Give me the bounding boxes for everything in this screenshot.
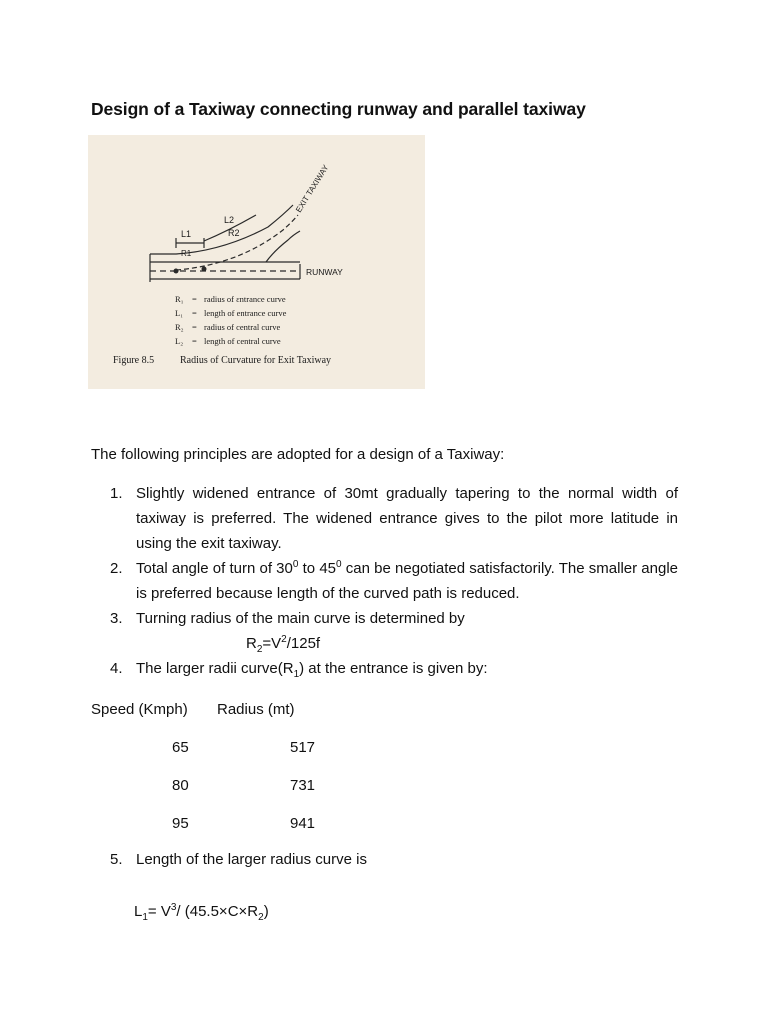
table-cell-radius: 517 — [290, 739, 316, 756]
exit-taxiway-inner-edge — [266, 231, 300, 262]
legend-text: length of entrance curve — [204, 308, 287, 318]
legend-eq: = — [192, 322, 197, 332]
pc-point — [174, 269, 179, 274]
list-item-text: Slightly widened entrance of 30mt gradually tapering to the normal width of taxiway is preferred. The widened entrance gives to the pilot more latitude in using the exit taxiway. — [136, 485, 678, 552]
formula-l1 — [134, 902, 269, 923]
formula-run: ) — [263, 903, 269, 920]
formula-run: / (45.5×C×R — [176, 903, 259, 920]
intro-text: The following principles are adopted for a design of a Taxiway: — [91, 446, 505, 463]
l2-label: L2 — [224, 215, 235, 225]
figure-legend — [175, 294, 287, 346]
figure-runway-exit-taxiway — [88, 135, 425, 389]
text-sub: 1 — [293, 669, 300, 680]
formula-sub: 2 — [256, 644, 263, 655]
legend-sym: R₂ — [175, 322, 184, 332]
list-number: 5. — [110, 851, 123, 868]
exit-taxiway-outer-edge — [150, 205, 293, 254]
runway-label: RUNWAY — [306, 267, 343, 277]
text-run: Total angle of turn of 30 — [136, 560, 293, 577]
principles-list — [110, 481, 678, 681]
list-item — [110, 606, 678, 656]
formula-sup: 2 — [281, 634, 287, 645]
formula-sub: 1 — [142, 912, 148, 923]
list-item-text: Length of the larger radius curve is — [136, 851, 367, 868]
legend-text: radius of central curve — [204, 322, 281, 332]
list-item-text — [136, 660, 488, 680]
list-item-text: Turning radius of the main curve is determined by — [136, 610, 465, 627]
page-title: Design of a Taxiway connecting runway and parallel taxiway — [91, 99, 586, 119]
formula-sup: 3 — [170, 902, 177, 913]
l1-label: L1 — [181, 229, 192, 239]
text-run: can be negotiated satisfactorily. The smaller angle is preferred because length of the curved path is reduced. — [136, 560, 679, 602]
legend-eq: = — [192, 294, 197, 304]
table-cell-speed: 95 — [172, 815, 189, 832]
table-header-radius: Radius (mt) — [217, 701, 295, 718]
legend-sym: L₁ — [175, 308, 184, 318]
text-run: The larger radii curve(R — [136, 660, 294, 677]
legend-text: length of central curve — [204, 336, 281, 346]
text-run: to 45 — [298, 560, 337, 577]
table-cell-radius: 731 — [290, 777, 316, 794]
formula-sub: 2 — [258, 912, 264, 923]
legend-text: radius of εntrance curve — [204, 294, 286, 304]
exit-taxiway-label: EXIT TAXIWAY — [294, 163, 331, 215]
table-header-speed: Speed (Kmph) — [91, 701, 188, 718]
r2-label: R2 — [228, 228, 240, 238]
list-number: 3. — [110, 610, 123, 627]
list-number: 4. — [110, 660, 123, 677]
figure-diagram — [88, 135, 425, 389]
r1-label: R1 — [181, 249, 192, 258]
table-cell-speed: 80 — [172, 777, 189, 794]
formula-r2 — [136, 631, 678, 656]
table-cell-radius: 941 — [290, 815, 316, 832]
pt-point — [202, 267, 207, 272]
list-number: 2. — [110, 560, 123, 577]
list-item — [110, 481, 678, 556]
legend-sym: L₂ — [175, 336, 184, 346]
formula-run: /125f — [286, 635, 321, 652]
formula-run: L — [134, 903, 143, 920]
formula-run: = V — [147, 903, 171, 920]
formula-run: =V — [262, 635, 282, 652]
legend-eq: = — [192, 336, 197, 346]
list-item — [110, 851, 367, 868]
degree-sup: 0 — [336, 559, 342, 570]
legend-sym: R₁ — [175, 294, 184, 304]
list-item — [110, 556, 678, 606]
table-cell-speed: 65 — [172, 739, 189, 756]
legend-eq: = — [192, 308, 197, 318]
list-number: 1. — [110, 485, 123, 502]
text-run: ) at the entrance is given by: — [299, 660, 488, 677]
list-item-text — [136, 560, 678, 602]
figure-caption-number: Figure 8.5 — [113, 355, 155, 366]
formula-run: R — [246, 635, 257, 652]
degree-sup: 0 — [292, 559, 299, 570]
list-item — [110, 656, 678, 681]
figure-caption-text: Radius of Curvature for Exit Taxiway — [180, 355, 332, 366]
